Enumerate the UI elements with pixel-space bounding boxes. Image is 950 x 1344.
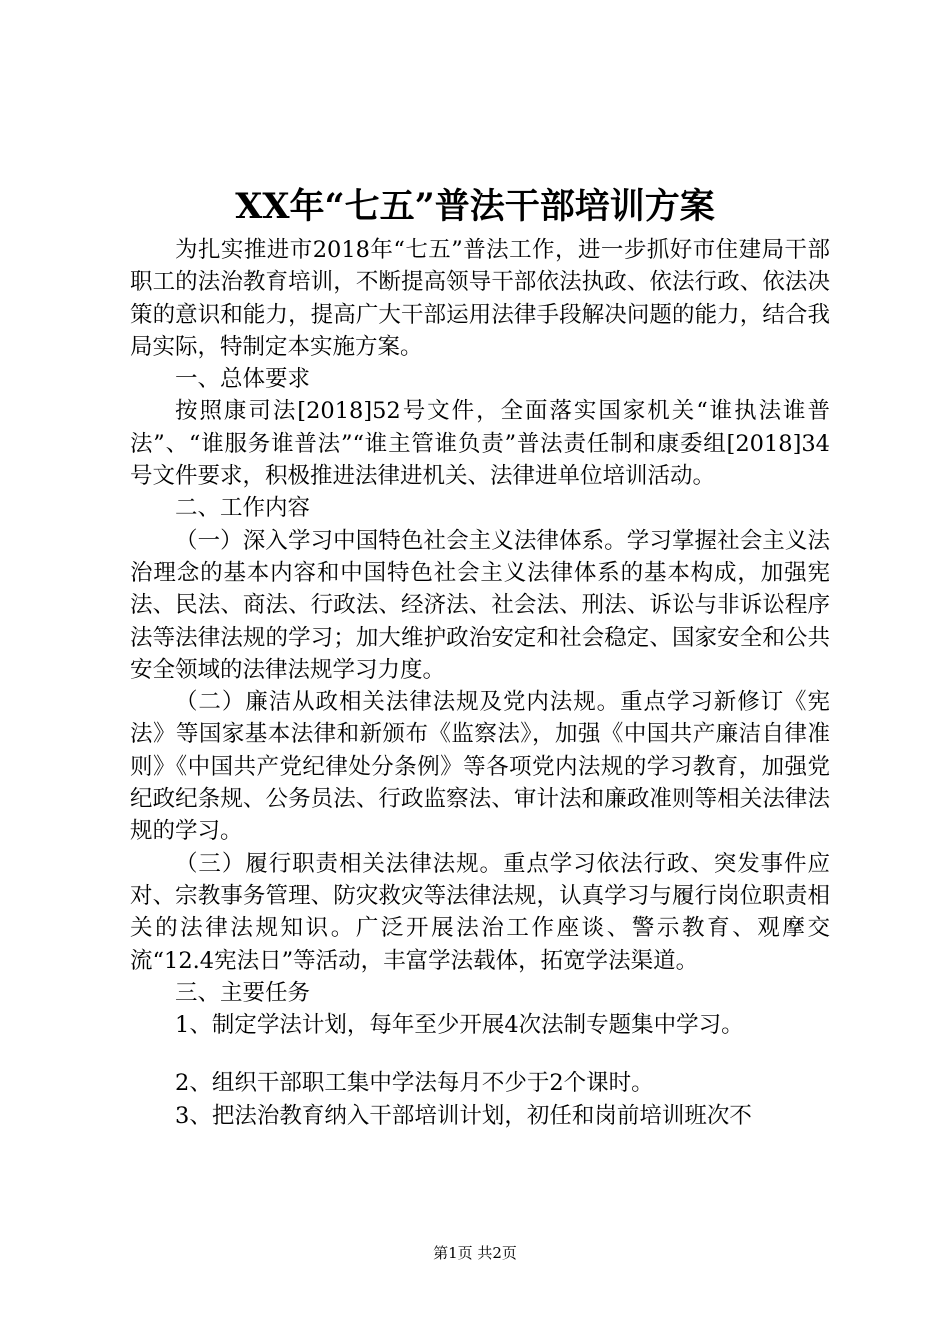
main-task-2: 2、组织干部职工集中学法每月不少于2个课时。	[175, 1070, 654, 1097]
document-body	[130, 234, 830, 1132]
page-footer: 第1页 共2页	[433, 1244, 517, 1262]
section-heading-general-requirements: 一、总体要求	[175, 366, 311, 393]
work-content-item-3: （三）履行职责相关法律法规。重点学习依法行政、突发事件应对、宗教事务管理、防灾救灾等法律法规，认真学习与履行岗位职责相关的法律法规知识。广泛开展法治工作座谈、警示教育、观摩交流“12.4宪法日”等活动，丰富学法载体，拓宽学法渠道。	[130, 850, 830, 974]
main-task-1: 1、制定学法计划，每年至少开展4次法制专题集中学习。	[175, 1012, 744, 1039]
work-content-item-1: （一）深入学习中国特色社会主义法律体系。学习掌握社会主义法治理念的基本内容和中国特色社会主义法律体系的基本构成，加强宪法、民法、商法、行政法、经济法、社会法、刑法、诉讼与非诉讼程序法等法律法规的学习；加大维护政治安定和社会稳定、国家安全和公共安全领域的法律法规学习力度。	[130, 527, 830, 683]
main-task-3: 3、把法治教育纳入干部培训计划，初任和岗前培训班次不	[175, 1102, 752, 1129]
section-heading-main-tasks: 三、主要任务	[175, 979, 311, 1006]
general-requirements-paragraph: 按照康司法[2018]52号文件，全面落实国家机关“谁执法谁普法”、“谁服务谁普法”“谁主管谁负责”普法责任制和康委组[2018]34号文件要求，积极推进法律进机关、法律进单位培训活动。	[130, 398, 830, 490]
work-content-item-2: （二）廉洁从政相关法律法规及党内法规。重点学习新修订《宪法》等国家基本法律和新颁布《监察法》，加强《中国共产廉洁自律准则》《中国共产党纪律处分条例》等各项党内法规的学习教育，加强党纪政纪条规、公务员法、行政监察法、审计法和廉政准则等相关法律法规的学习。	[130, 689, 830, 845]
intro-paragraph: 为扎实推进市2018年“七五”普法工作，进一步抓好市住建局干部职工的法治教育培训，不断提高领导干部依法执政、依法行政、依法决策的意识和能力，提高广大干部运用法律手段解决问题的能力，结合我局实际，特制定本实施方案。	[130, 237, 830, 360]
document-title: XX年“七五”普法干部培训方案	[235, 186, 715, 227]
section-heading-work-content: 二、工作内容	[175, 495, 311, 522]
